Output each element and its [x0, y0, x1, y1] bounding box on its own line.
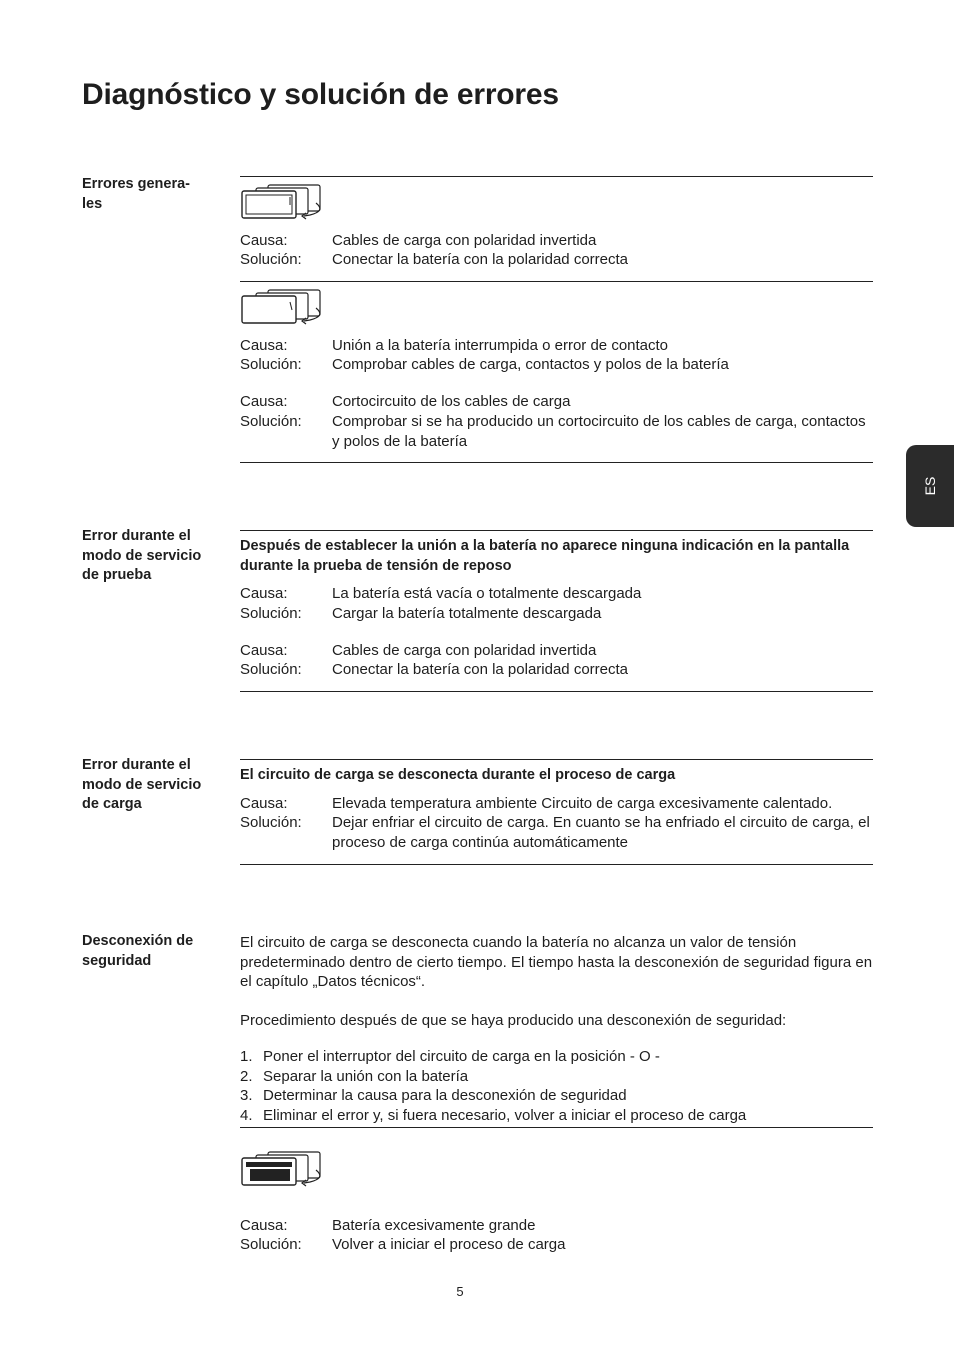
step-text: Eliminar el error y, si fuera necesario, volver a iniciar el proceso de carga [263, 1106, 747, 1124]
divider [240, 759, 873, 760]
list-item [240, 1067, 873, 1087]
solution-text: Comprobar si se ha producido un cortocircuito de los cables de carga, contactos y polos de la batería [332, 413, 866, 450]
charger-display-icon-contact-error [240, 288, 330, 326]
cause-label: Causa: [240, 1217, 288, 1234]
solution-text: Comprobar cables de carga, contactos y polos de la batería [332, 356, 729, 373]
cause-text: La batería está vacía o totalmente descargada [332, 585, 642, 602]
cause-label: Causa: [240, 795, 288, 812]
step-number: 3. [240, 1087, 253, 1104]
solution-text: Conectar la batería con la polaridad correcta [332, 251, 629, 268]
solution-text: Cargar la batería totalmente descargada [332, 605, 602, 622]
solution-label: Solución: [240, 1236, 302, 1253]
solution-label: Solución: [240, 605, 302, 622]
cause-text: Cables de carga con polaridad invertida [332, 642, 597, 659]
divider [240, 530, 873, 531]
solution-label: Solución: [240, 356, 302, 373]
divider [240, 281, 873, 282]
list-item [240, 1106, 873, 1126]
solution-text: Conectar la batería con la polaridad correcta [332, 661, 629, 678]
cause-label: Causa: [240, 232, 288, 249]
solution-text: Volver a iniciar el proceso de carga [332, 1236, 566, 1253]
cause-text: Elevada temperatura ambiente Circuito de carga excesivamente calentado. [332, 795, 833, 812]
divider [240, 176, 873, 177]
solution-label: Solución: [240, 251, 302, 268]
section-label-general: Errores genera- les [82, 176, 190, 212]
language-tab [906, 445, 954, 527]
step-number: 4. [240, 1106, 253, 1124]
step-text: Determinar la causa para la desconexión de seguridad [263, 1087, 627, 1104]
list-item [240, 1086, 873, 1106]
safety-paragraph: El circuito de carga se desconecta cuando la batería no alcanza un valor de tensión predeterminado dentro de cierto tiempo. El tiempo hasta la desconexión de seguridad figura en el capítulo „Datos técnicos“. [240, 934, 873, 990]
step-number: 2. [240, 1067, 253, 1085]
divider [240, 1127, 873, 1128]
solution-label: Solución: [240, 814, 302, 831]
cause-text: Unión a la batería interrumpida o error de contacto [332, 337, 669, 354]
cause-text: Cortocircuito de los cables de carga [332, 393, 571, 410]
safety-procedure-intro: Procedimiento después de que se haya producido una desconexión de seguridad: [240, 1012, 787, 1029]
step-text: Poner el interruptor del circuito de carga en la posición - O - [263, 1048, 660, 1065]
charger-display-icon-safety-shutdown [240, 1150, 330, 1188]
solution-text: Dejar enfriar el circuito de carga. En cuanto se ha enfriado el circuito de carga, el proceso de carga continúa automáticamente [332, 814, 870, 851]
cause-label: Causa: [240, 642, 288, 659]
solution-label: Solución: [240, 661, 302, 678]
cause-text: Cables de carga con polaridad invertida [332, 232, 597, 249]
section-label-test-mode: Error durante el modo de servicio de prueba [82, 528, 202, 583]
language-tab-label: ES [922, 476, 938, 496]
divider [240, 864, 873, 865]
page-number: 5 [456, 1284, 464, 1299]
section-label-charge-mode: Error durante el modo de servicio de carga [82, 757, 202, 812]
step-text: Separar la unión con la batería [263, 1067, 469, 1085]
page-title: Diagnóstico y solución de errores [82, 78, 559, 111]
cause-label: Causa: [240, 337, 288, 354]
solution-label: Solución: [240, 413, 302, 430]
section-heading-test-mode: Después de establecer la unión a la batería no aparece ninguna indicación en la pantalla durante la prueba de tensión de reposo [240, 538, 850, 574]
cause-label: Causa: [240, 393, 288, 410]
divider [240, 462, 873, 463]
section-heading-charge-mode: El circuito de carga se desconecta durante el proceso de carga [240, 767, 676, 783]
divider [240, 691, 873, 692]
step-number: 1. [240, 1048, 253, 1065]
cause-text: Batería excesivamente grande [332, 1217, 536, 1234]
list-item [240, 1047, 873, 1067]
cause-label: Causa: [240, 585, 288, 602]
section-label-safety: Desconexión de seguridad [82, 933, 194, 969]
charger-display-icon-reversed-polarity [240, 183, 330, 221]
safety-steps-list [240, 1047, 873, 1125]
